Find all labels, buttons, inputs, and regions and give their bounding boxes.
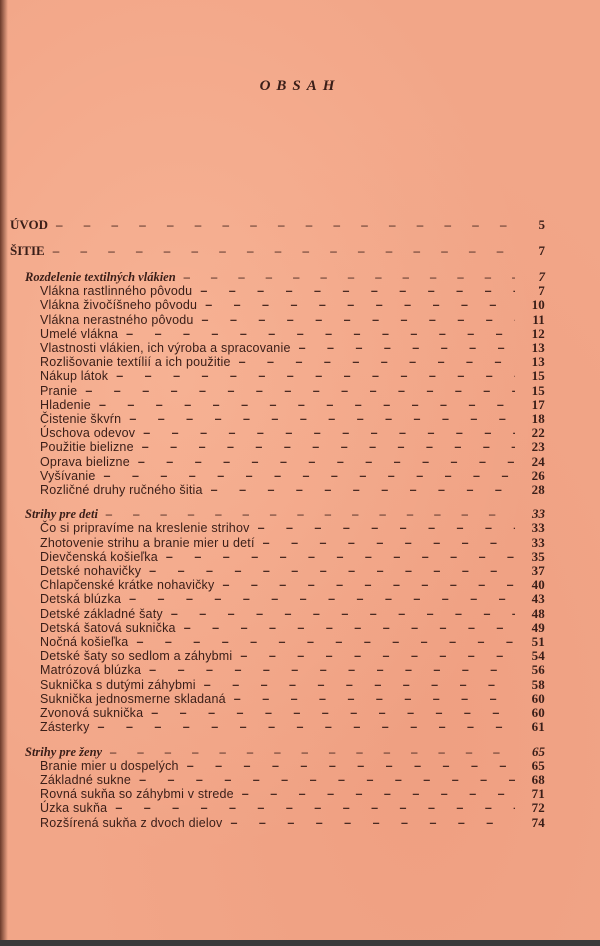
toc-entry-page: 11 [532, 311, 545, 327]
toc-entry [10, 635, 545, 649]
toc-entry-label: ÚVOD [10, 217, 49, 232]
dash-leader [125, 412, 515, 426]
toc-entry-label: Vlákna rastlinného pôvodu [40, 284, 193, 299]
toc-entry-page: 13 [531, 354, 545, 370]
toc-entry-page: 60 [531, 690, 545, 706]
dash-leader [106, 745, 515, 759]
toc-entry [10, 440, 545, 454]
toc-entry-label: Strihy pre ženy [25, 744, 103, 759]
toc-entry-page: 18 [531, 411, 545, 427]
toc-entry-page: 15 [531, 368, 545, 384]
dash-leader [183, 759, 515, 773]
toc-entry-label: Úzka sukňa [40, 801, 108, 816]
dash-leader [162, 550, 515, 564]
toc-entry-page: 54 [531, 648, 545, 664]
toc-entry [10, 706, 545, 720]
toc-entry-page: 74 [531, 814, 545, 830]
dash-leader [207, 483, 515, 497]
dash-leader [111, 801, 515, 815]
toc-entry-label: Zvonová suknička [40, 706, 144, 721]
toc-entry-page: 65 [531, 757, 545, 773]
dash-leader [180, 270, 515, 284]
toc-entry [10, 607, 545, 621]
toc-entry-page: 23 [531, 439, 545, 455]
toc-entry [10, 521, 545, 535]
toc-entry-page: 26 [531, 467, 545, 483]
scan-edge [0, 940, 600, 946]
toc-entry-page: 22 [531, 425, 545, 441]
dash-leader [100, 469, 515, 483]
dash-leader [180, 621, 515, 635]
toc-entry [10, 787, 545, 801]
dash-leader [145, 564, 515, 578]
toc-entry-label: Nákup látok [40, 369, 109, 384]
toc-entry-label: Vlastnosti vlákien, ich výroba a spracovanie [40, 341, 291, 356]
toc-entry [10, 313, 545, 327]
toc-entry-page: 5 [538, 217, 545, 232]
toc-entry-label: Pranie [40, 383, 78, 398]
dash-leader [49, 238, 515, 264]
dash-leader [167, 607, 515, 621]
toc-entry-page: 33 [531, 520, 545, 536]
toc-entry [10, 649, 545, 663]
toc-entry-label: Detská blúzka [40, 592, 122, 607]
toc-entry [10, 663, 545, 677]
toc-entry-label: Rozličné druhy ručného šitia [40, 483, 203, 498]
toc-entry [10, 384, 545, 398]
dash-leader [295, 341, 515, 355]
toc-entry [10, 341, 545, 355]
dash-leader [102, 507, 515, 521]
toc-entry-label: Rozdelenie textilných vlákien [25, 270, 176, 284]
toc-entry-label: Dievčenská košieľka [40, 549, 158, 564]
toc-entry-page: 71 [531, 786, 545, 802]
toc-entry [10, 536, 545, 550]
toc-section [10, 270, 545, 284]
toc-entry [10, 483, 545, 497]
toc-entry-label: Detské šaty so sedlom a záhybmi [40, 649, 233, 664]
toc-entry-page: 24 [531, 453, 545, 469]
toc-entry [10, 678, 545, 692]
toc-entry-page: 58 [531, 676, 545, 692]
toc-entry-page: 28 [531, 482, 545, 498]
toc-entry [10, 455, 545, 469]
toc-entry-page: 49 [531, 619, 545, 635]
toc-entry [10, 692, 545, 706]
dash-leader [201, 298, 515, 312]
toc-entry-label: Chlapčenské krátke nohavičky [40, 578, 215, 593]
toc-entry [10, 759, 545, 773]
toc-entry [10, 369, 545, 383]
dash-leader [112, 369, 515, 383]
toc-entry [10, 801, 545, 815]
toc-entry [10, 773, 545, 787]
toc-entry-label: Detské nohavičky [40, 564, 142, 579]
toc-entry-page: 40 [531, 577, 545, 593]
toc-entry-label: Čo si pripravíme na kreslenie strihov [40, 521, 250, 536]
toc-entry-page: 60 [531, 705, 545, 721]
dash-leader [196, 284, 515, 298]
dash-leader [200, 678, 515, 692]
toc-entry-label: Zásterky [40, 720, 90, 735]
dash-leader [230, 692, 515, 706]
dash-leader [132, 635, 515, 649]
toc-entry-label: Nočná košieľka [40, 635, 129, 650]
toc-entry-page: 7 [538, 269, 545, 284]
toc-entry-label: Úschova odevov [40, 426, 136, 441]
toc-entry-page: 37 [531, 563, 545, 579]
toc-entry-page: 33 [532, 506, 545, 522]
dash-leader [226, 816, 515, 830]
toc-entry-label: Matrózová blúzka [40, 663, 142, 678]
toc-entry-label: ŠITIE [10, 243, 45, 258]
toc-entry-page: 51 [531, 634, 545, 650]
toc-entry [10, 592, 545, 606]
toc-entry-page: 72 [531, 800, 545, 816]
dash-leader [235, 355, 515, 369]
dash-leader [135, 773, 515, 787]
toc-entry-label: Vlákna nerastného pôvodu [40, 312, 194, 327]
page-title: OBSAH [259, 78, 341, 94]
toc-entry [10, 621, 545, 635]
toc-entry [10, 816, 545, 830]
toc-entry-label: Strihy pre deti [25, 507, 98, 522]
toc-entry-page: 7 [538, 243, 545, 258]
dash-leader [147, 706, 515, 720]
toc-entry-label: Použitie bielizne [40, 440, 134, 455]
toc-entry-label: Vlákna živočíšneho pôvodu [40, 298, 198, 313]
toc-entry-label: Suknička jednosmerne skladaná [40, 691, 226, 706]
toc-entry [10, 284, 545, 298]
toc-section [10, 507, 545, 521]
dash-leader [81, 384, 515, 398]
toc-entry-page: 15 [531, 382, 545, 398]
dash-leader [236, 649, 515, 663]
toc-entry [10, 412, 545, 426]
toc-entry-page: 61 [531, 719, 545, 735]
toc-entry [10, 550, 545, 564]
dash-leader [138, 440, 515, 454]
dash-leader [94, 720, 515, 734]
dash-leader [125, 592, 515, 606]
toc-entry-page: 33 [531, 534, 545, 550]
toc-entry-label: Zhotovenie strihu a branie mier u detí [40, 535, 255, 550]
toc-entry-label: Branie mier u dospelých [40, 758, 179, 773]
dash-leader [139, 426, 515, 440]
toc-entry-page: 7 [538, 283, 545, 299]
toc-entry-label: Rovná sukňa so záhybmi v strede [40, 787, 234, 802]
toc-entry-page: 48 [531, 605, 545, 621]
table-of-contents [10, 212, 545, 830]
dash-leader [145, 663, 515, 677]
toc-entry-page: 56 [531, 662, 545, 678]
toc-entry-page: 43 [531, 591, 545, 607]
dash-leader [254, 521, 515, 535]
toc-entry-label: Rozlišovanie textílií a ich použitie [40, 355, 231, 370]
toc-entry-label: Vyšívanie [40, 468, 96, 483]
toc-entry [10, 469, 545, 483]
toc-entry [10, 327, 545, 341]
toc-entry-page: 10 [531, 297, 545, 313]
dash-leader [95, 398, 515, 412]
toc-entry-label: Oprava bielizne [40, 454, 130, 469]
dash-leader [134, 455, 515, 469]
toc-entry [10, 426, 545, 440]
toc-entry-page: 68 [531, 771, 545, 787]
dash-leader [259, 536, 515, 550]
toc-entry-label: Detská šatová suknička [40, 620, 176, 635]
toc-entry-page: 13 [531, 340, 545, 356]
toc-entry-page: 35 [531, 548, 545, 564]
toc-entry-label: Umelé vlákna [40, 326, 119, 341]
toc-entry-label: Detské základné šaty [40, 606, 163, 621]
toc-chapter [10, 212, 545, 238]
toc-entry [10, 355, 545, 369]
toc-entry-page: 65 [532, 743, 545, 759]
dash-leader [122, 327, 515, 341]
toc-entry-label: Základné sukne [40, 772, 132, 787]
toc-entry-label: Hladenie [40, 397, 91, 412]
toc-entry-label: Suknička s dutými záhybmi [40, 677, 196, 692]
dash-leader [52, 212, 515, 238]
toc-entry [10, 720, 545, 734]
toc-entry-label: Čistenie škvŕn [40, 412, 122, 427]
dash-leader [198, 313, 515, 327]
toc-section [10, 745, 545, 759]
dash-leader [218, 578, 515, 592]
toc-entry-page: 17 [531, 396, 545, 412]
toc-entry [10, 398, 545, 412]
toc-chapter [10, 238, 545, 264]
toc-entry [10, 578, 545, 592]
toc-entry-page: 12 [531, 325, 545, 341]
toc-entry-label: Rozšírená sukňa z dvoch dielov [40, 815, 223, 830]
dash-leader [238, 787, 515, 801]
toc-entry [10, 298, 545, 312]
toc-entry [10, 564, 545, 578]
